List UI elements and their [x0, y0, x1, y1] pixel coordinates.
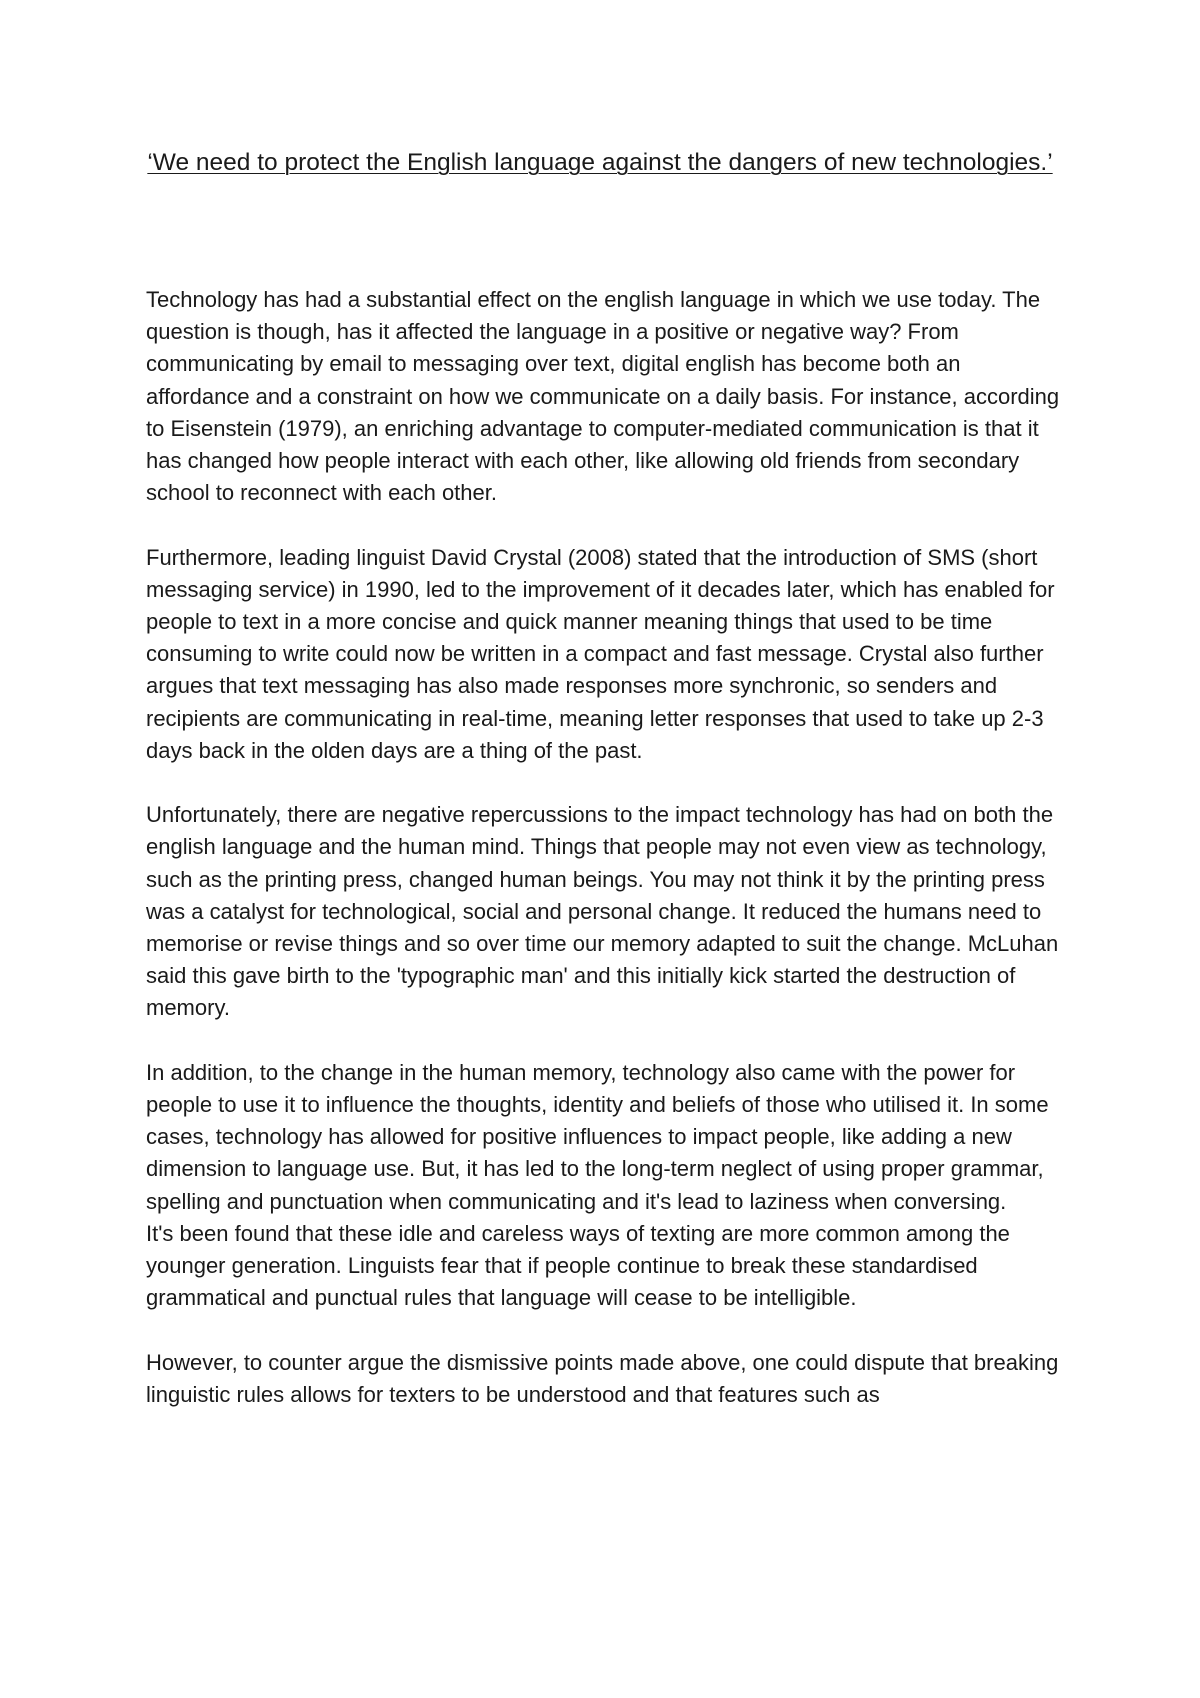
document-body: [146, 284, 1066, 1443]
paragraph-2: Furthermore, leading linguist David Crystal (2008) stated that the introduction of SMS (short messaging service) in 1990, led to the improvement of it decades later, which has enabled for people to text in a more concise and quick manner meaning things that used to be time consuming to write could now be written in a compact and fast message. Crystal also further argues that text messaging has also made responses more synchronic, so senders and recipients are communicating in real-time, meaning letter responses that used to take up 2-3 days back in the olden days are a thing of the past.: [146, 544, 1055, 763]
paragraph-1: Technology has had a substantial effect on the english language in which we use today. The question is though, has it affected the language in a positive or negative way? From communicating by email to messaging over text, digital english has become both an affordance and a constraint on how we communicate on a daily basis. For instance, according to Eisenstein (1979), an enriching advantage to computer-mediated communication is that it has changed how people interact with each other, like allowing old friends from secondary school to reconnect with each other.: [146, 287, 1060, 506]
paragraph-6: However, to counter argue the dismissive points made above, one could dispute that breaking linguistic rules allows for texters to be understood and that features such as: [146, 1349, 1059, 1407]
document-title: ‘We need to protect the English language against the dangers of new technologies.’: [147, 149, 1053, 176]
paragraph-3: Unfortunately, there are negative repercussions to the impact technology has had on both the english language and the human mind. Things that people may not even view as technology, such as the printing press, changed human beings. You may not think it by the printing press was a catalyst for technological, social and personal change. It reduced the humans need to memorise or revise things and so over time our memory adapted to suit the change. McLuhan said this gave birth to the 'typographic man' and this initially kick started the destruction of memory.: [146, 802, 1059, 1021]
paragraph-4: In addition, to the change in the human memory, technology also came with the power for people to use it to influence the thoughts, identity and beliefs of those who utilised it. In some cases, technology has allowed for positive influences to impact people, like adding a new dimension to language use. But, it has led to the long-term neglect of using proper grammar, spelling and punctuation when communicating and it's lead to laziness when conversing.: [146, 1059, 1049, 1214]
paragraph-5: It's been found that these idle and careless ways of texting are more common among the younger generation. Linguists fear that if people continue to break these standardised grammatical and punctual rules that language will cease to be intelligible.: [146, 1220, 1010, 1311]
